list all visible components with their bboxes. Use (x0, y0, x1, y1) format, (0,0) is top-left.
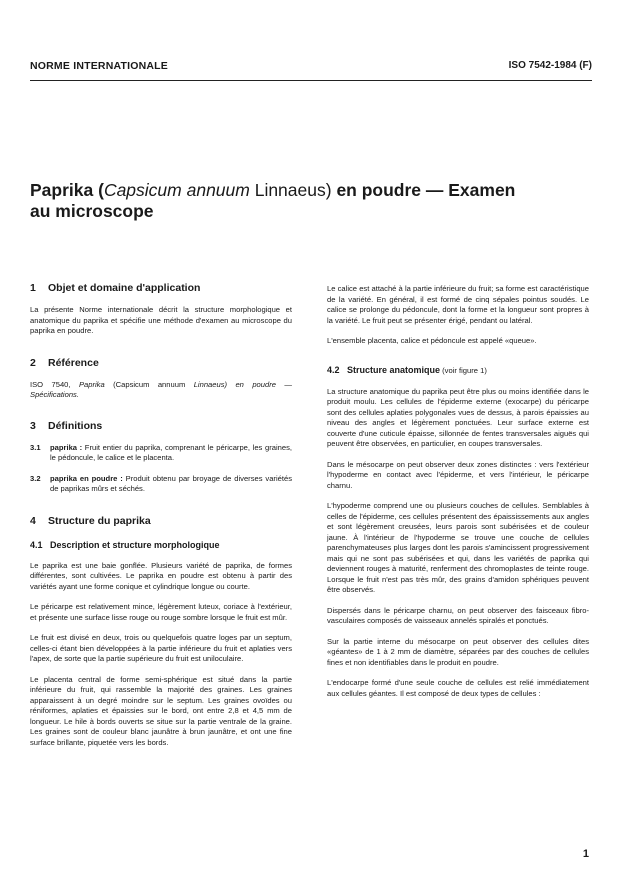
section-4-heading: 4 Structure du paprika (30, 514, 151, 527)
section-4-2-paragraph-5: Sur la partie interne du mésocarpe on peut observer des cellules dites «géantes» de 1 à 2 mm de diamètre, séparées par des couches de cellules fines et non identifiables dans le produit en poudre. (327, 636, 589, 667)
section-1-text: La présente Norme internationale décrit la structure morphologique et anatomique du paprika et spécifie une méthode d'examen au microscope du paprika en poudre. (30, 305, 292, 335)
section-4-2-paragraph-3: L'hypoderme comprend une ou plusieurs couches de cellules. Semblables à celles de l'épiderme, ces cellules présentent des épaississements aux angles et sont légèrement creusées, leurs parois sont subérisées et de couleur jaune. À l'intérieur de l'hypoderme se trouve une couche de cellules parenchymateuses plus larges dont les parois s'amincissent progressivement mais qui ne sont pas subérisées et qui, dans les variétés de paprika qui deviennent rouges à maturité, renferment des chromoplastes de teinte rouge. Lorsque le fruit n'est pas très mûr, des grains d'amidon sphériques peuvent être observés. (327, 501, 589, 594)
definition-3-2: 3.2 paprika en poudre : Produit obtenu par broyage de diverses variétés de paprikas mûrs et séchés. (30, 473, 292, 493)
section-4-2-heading: 4.2 Structure anatomique (voir figure 1) (327, 364, 487, 375)
page-header (30, 60, 592, 76)
section-3-heading: 3 Définitions (30, 419, 103, 432)
header-rule (30, 80, 592, 81)
right-column (327, 284, 589, 699)
left-column (30, 282, 292, 748)
header-standard-type: NORME INTERNATIONALE (30, 60, 168, 72)
section-1-heading: 1 Objet et domaine d'application (30, 282, 201, 294)
section-2-heading: 2 Référence (30, 356, 99, 369)
section-4-1-paragraph-2: Le péricarpe est relativement mince, légèrement luteux, coriace à l'extérieur, et présente une surface lisse rouge ou rouge sombre lorsque le fruit est mûr. (30, 602, 292, 622)
section-4-2-paragraph-2: Dans le mésocarpe on peut observer deux zones distinctes : vers l'extérieur l'hypoderme en contact avec l'épiderme, et vers l'intérieur, le péricarpe charnu. (327, 459, 589, 490)
section-4-1-paragraph-1: Le paprika est une baie gonflée. Plusieurs variété de paprika, de formes différentes, sont cultivées. Le paprika en poudre est obtenu à partir des variétés ayant une forme conique et cylindrique longue ou courte. (30, 560, 292, 591)
section-4-1-paragraph-6: L'ensemble placenta, calice et pédoncule est appelé «queue». (327, 336, 537, 345)
definition-3-1: 3.1 paprika : Fruit entier du paprika, comprenant le péricarpe, les graines, le pédoncule, le calice et le placenta. (30, 442, 292, 462)
section-4-2-paragraph-1: La structure anatomique du paprika peut être plus ou moins identifiée dans le produit moulu. Les cellules de l'épiderme externe (exocarpe) du péricarpe sont des cellules aplaties polygonales vues de dessus, à parois épaissies au niveau des angles et légèrement ponctuées. Leur surface externe est couverte d'une cuticule épaisse, sillonnée de fentes transversales aiguës qui peuvent être observées, en particulier, en coupes transversales. (327, 386, 589, 448)
section-4-1-heading: 4.1 Description et structure morphologique (30, 539, 220, 550)
header-standard-code: ISO 7542-1984 (F) (508, 60, 592, 71)
title-latin-name: Capsicum annuum (103, 180, 250, 200)
section-4-2-paragraph-6: L'endocarpe formé d'une seule couche de cellules est relié immédiatement aux cellules géantes. Il est composé de deux types de cellules : (327, 678, 589, 698)
section-4-1-paragraph-3: Le fruit est divisé en deux, trois ou quelquefois quatre loges par un septum, celles-ci étant bien développées à la partie inférieure du fruit et aplaties vers l'apex, de sorte que la partie supérieure du fruit est uniloculaire. (30, 633, 292, 663)
section-2-reference: ISO 7540, Paprika (Capsicum annuum Linnaeus) en poudre — Spécifications. (30, 379, 292, 399)
document-title: Paprika (Capsicum annuum Linnaeus) en poudre — Examen au microscope (30, 180, 516, 221)
section-4-2-paragraph-4: Dispersés dans le péricarpe charnu, on peut observer des faisceaux fibro-vasculaires composés de vaisseaux annelés spiralés et ponctués. (327, 605, 589, 625)
page-number: 1 (582, 848, 589, 860)
section-4-1-paragraph-5: Le calice est attaché à la partie inférieure du fruit; sa forme est caractéristique de la variété. En général, il est formé de cinq sépales pointus soudés. Le calice se prolonge du pédoncule, dont la forme et la longueur sont propres à la variété. Le fruit peut se présenter érigé, pendant ou latéral. (327, 284, 589, 325)
section-4-1-paragraph-4: Le placenta central de forme semi-sphérique est situé dans la partie inférieure du fruit, qui rassemble la majorité des graines. Les graines apparaissent à un degré moindre sur le septum. Les graines ovoïdes ou réniformes, aplaties et épaissies sur le bord, ont entre 2,8 et 4,5 mm de longueur. Le hile à bords ouverts se situe sur la partie ventrale de la graine. Les graines sont de couleur blanc jaunâtre à brun jaunâtre, et ont une fine surface brillante, piquetée vers les bords. (30, 674, 292, 747)
